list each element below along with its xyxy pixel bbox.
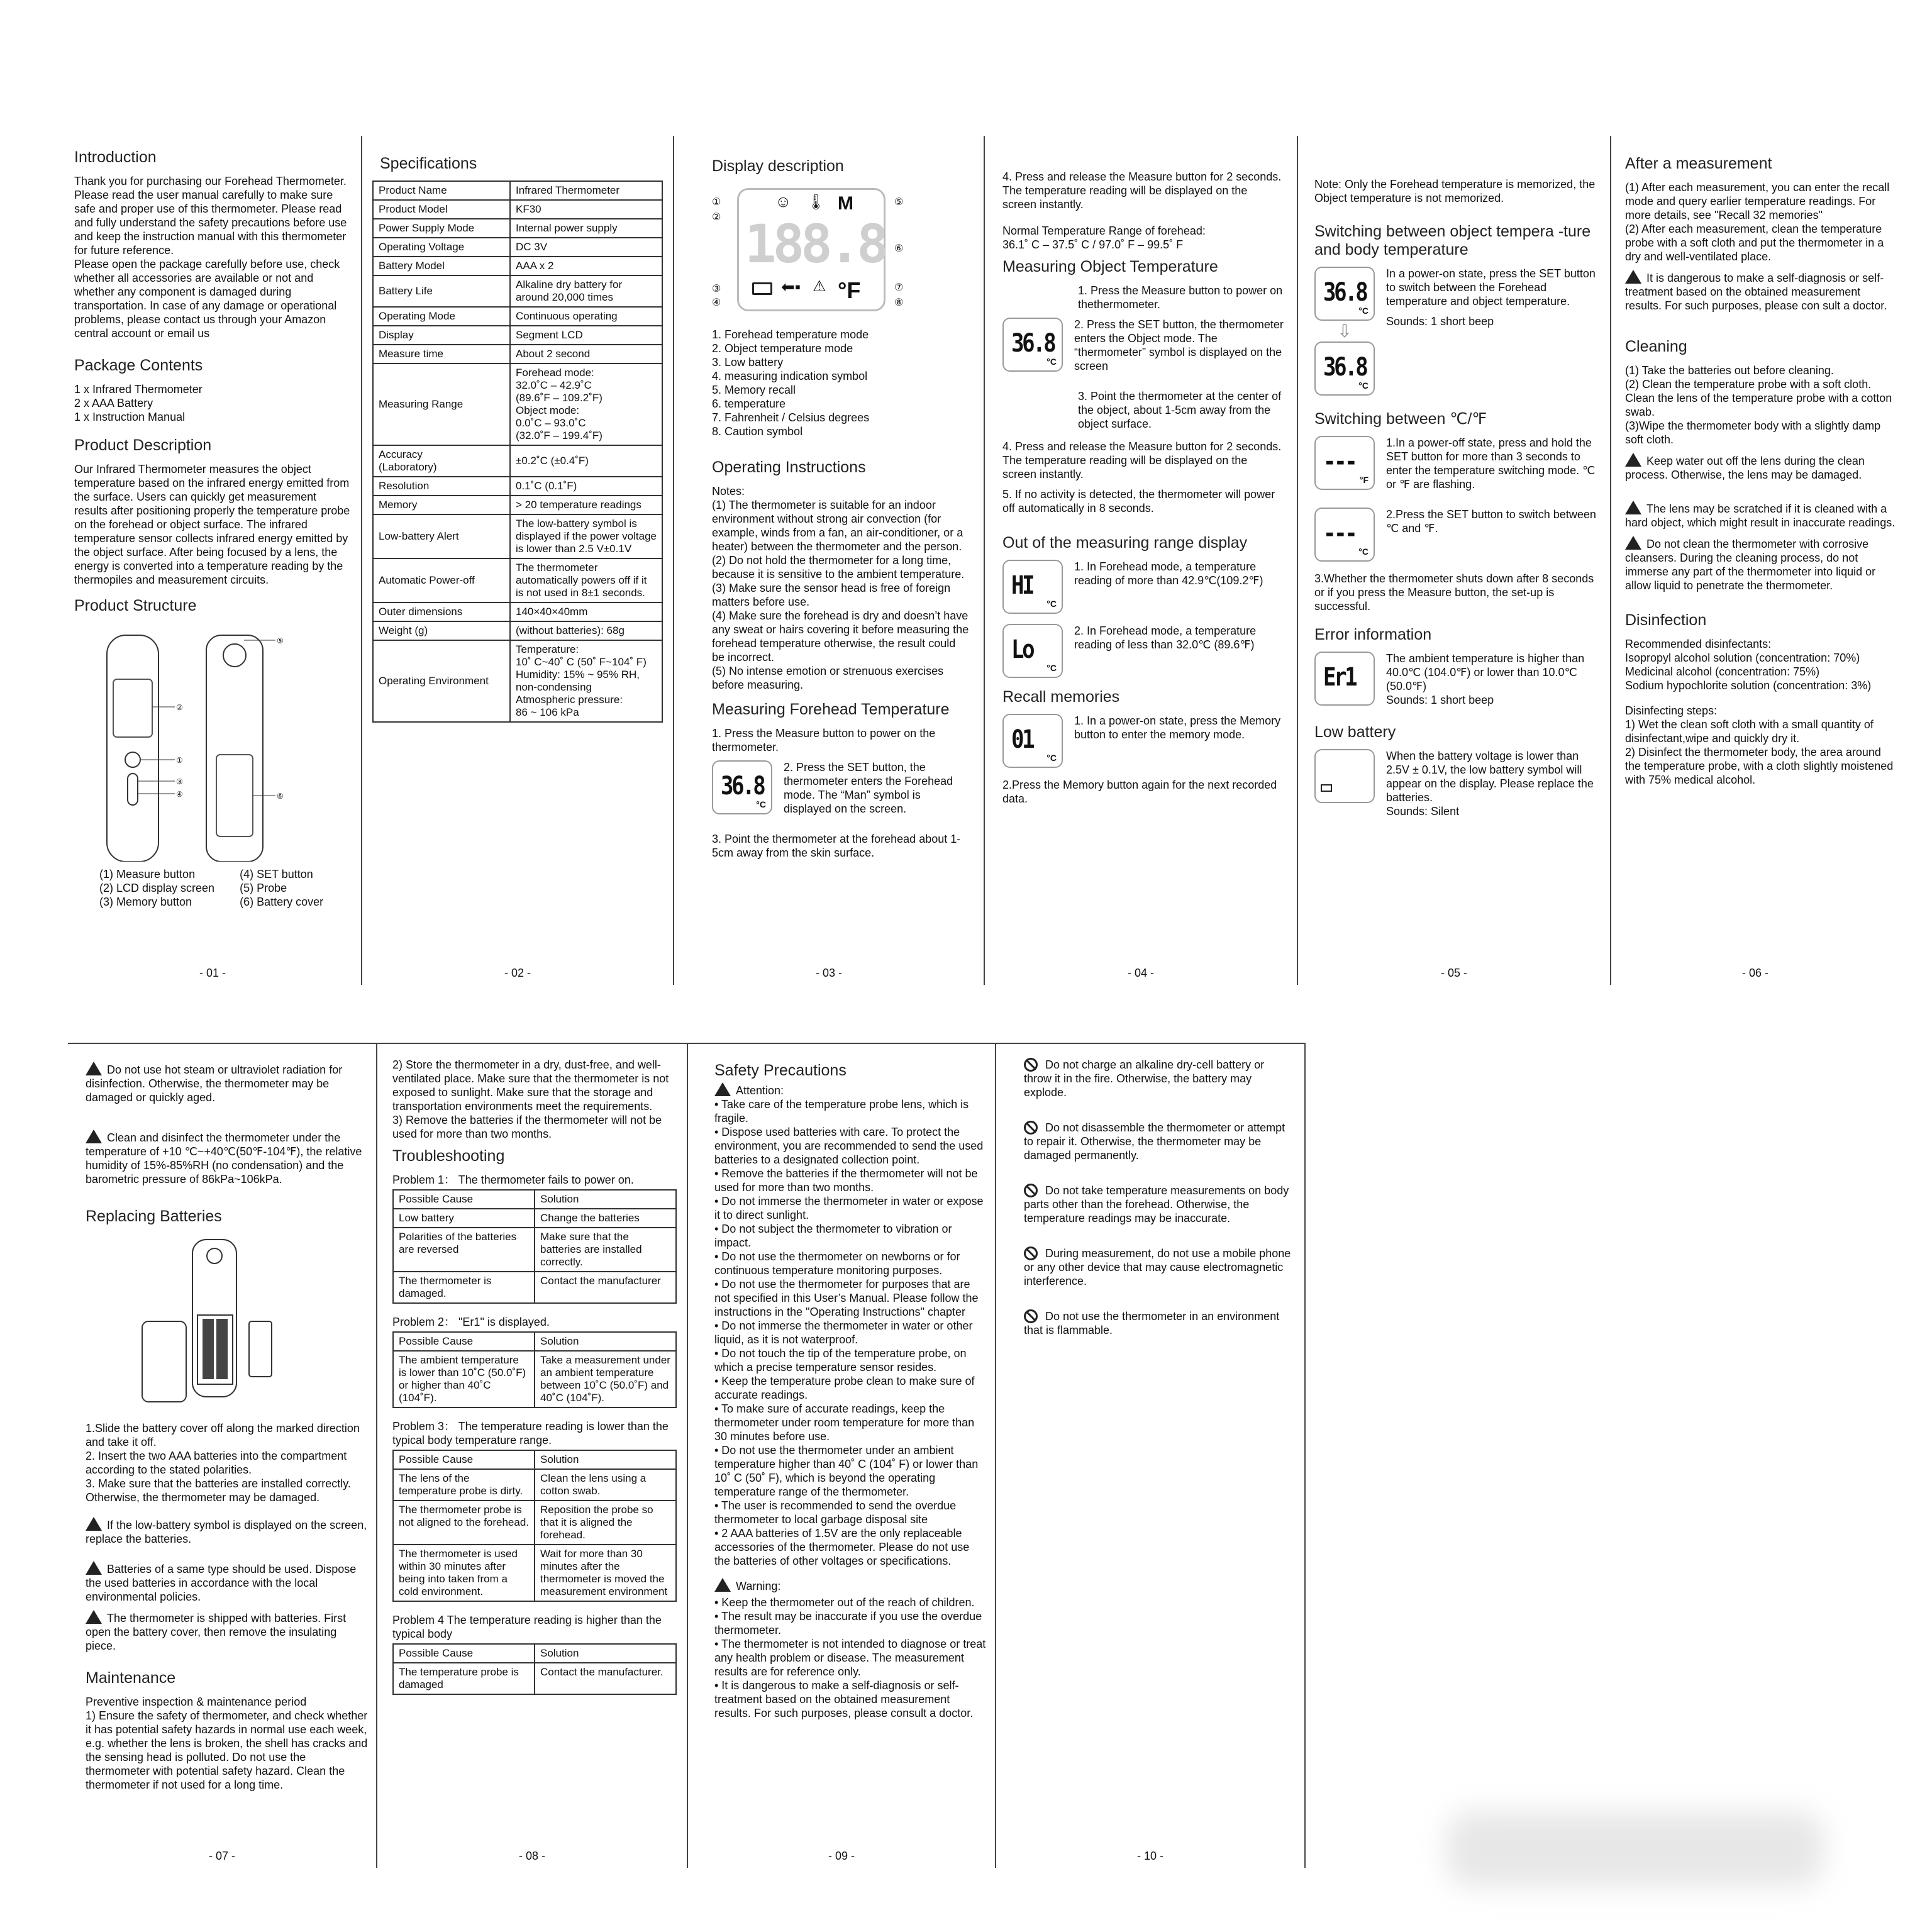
object-step-1: 1. Press the Measure button to power on thethermometer. — [1078, 284, 1283, 311]
storage-text: 2) Store the thermometer in a dry, dust-free, and well-ventilated place. Make sure that the thermometer is not exposed to sunlight. Make sure that the storage and transportation environments meet the requirements. 3) Remove the batteries if the thermometer will not be used for more than two months. — [392, 1058, 669, 1140]
lcd-diagram: 188.8 °F M 🌡 ☺ ⬅▪ ⚠ ① ② ③ ④ ⑤ ⑥ ⑦ ⑧ — [712, 183, 926, 315]
page-number: - 02 - — [504, 967, 531, 979]
safety-item: • Remove the batteries if the thermometer will not be used for more than two months. — [714, 1167, 978, 1194]
problem-title: Problem 2： "Er1" is displayed. — [392, 1316, 550, 1328]
page-06 — [1610, 136, 1899, 985]
problem-title: Problem 3： The temperature reading is lower than the typical body temperature range. — [392, 1420, 669, 1446]
table-row — [393, 1469, 676, 1501]
safety-list — [714, 1097, 986, 1568]
switch-mode-heading: Switching between object tempera -ture and body temperature — [1314, 223, 1591, 258]
arrow-down-icon: ⇩ — [1337, 321, 1352, 341]
possible-cause-cell: Low battery — [393, 1209, 535, 1228]
page-number: - 06 - — [1741, 967, 1768, 979]
spec-label: Accuracy (Laboratory) — [373, 445, 510, 477]
warning-item: • Keep the thermometer out of the reach of children. — [714, 1596, 975, 1609]
page-03 — [673, 136, 984, 985]
spec-row — [373, 275, 662, 307]
warning-icon — [714, 1578, 731, 1592]
cleaning-warning: Keep water out off the lens during the clean process. Otherwise, the lens may be damaged. — [1625, 453, 1899, 482]
battery-type-warning: Batteries of a same type should be used. Dispose the used batteries in accordance with the local environmental policies. — [86, 1561, 370, 1604]
forehead-step-4: 4. Press and release the Measure button for 2 seconds. The temperature reading will be displayed on the screen instantly. — [1002, 170, 1282, 211]
spec-label: Power Supply Mode — [373, 219, 510, 238]
product-structure-heading: Product Structure — [74, 597, 197, 614]
low-battery-icon — [1321, 784, 1332, 792]
unit-lcd-f: --- °F — [1314, 436, 1375, 490]
safety-item: • Do not use the thermometer for purposes that are not specified in this User’s Manual. Please follow the instructions in the "Operating Instructions" chapter — [714, 1278, 979, 1318]
spec-label: Automatic Power-off — [373, 558, 510, 602]
hi-text: 1. In Forehead mode, a temperature reading of more than 42.9℃(109.2℉) — [1074, 560, 1263, 587]
spec-value: AAA x 2 — [510, 257, 662, 275]
prohibition-item: Do not use the thermometer in an environment that is flammable. — [1024, 1310, 1280, 1336]
table-row — [393, 1501, 676, 1545]
spec-row — [373, 181, 662, 200]
switch-lcd-forehead: 36.8 °C — [1314, 267, 1375, 321]
table-row — [393, 1351, 676, 1407]
troubleshooting-heading: Troubleshooting — [392, 1147, 505, 1165]
disinfectants-text: Recommended disinfectants: Isopropyl alcohol solution (concentration: 70%) Medicinal alcohol (concentration: 75%) Sodium hypochlorite solution (concentration: 3%) — [1625, 638, 1872, 692]
error-information-heading: Error information — [1314, 626, 1432, 643]
after-measurement-warning: It is dangerous to make a self-diagnosis or self-treatment based on the obtained measurement results. For such purposes, please con sult a doctor. — [1625, 270, 1899, 313]
solution-cell: Contact the manufacturer. — [535, 1663, 676, 1694]
object-step-2: 2. Press the SET button, the thermometer enters the Object mode. The “thermometer” symbol is displayed on the screen — [1074, 318, 1284, 372]
spec-label: Measuring Range — [373, 364, 510, 445]
table-row — [393, 1663, 676, 1694]
specifications-heading: Specifications — [380, 155, 477, 172]
operating-notes: Notes: (1) The thermometer is suitable for an indoor environment without strong air convection (for example, winds from a fan, an air-conditioner, or a heater) between the thermometer and the person. (2) Do not hold the thermometer for a long time, because it is sensitive to the ambient temperature. (3) Make sure the sensor head is free of foreign matters before use. (4) Make sure the forehead is dry and doesn’t have any sweat or hairs covering it before measuring the forehead temperature otherwise, the result could be incorrect. (5) No intense emotion or strenuous exercises before measuring. — [712, 485, 969, 691]
introduction-heading: Introduction — [74, 148, 157, 166]
safety-item: • Do not immerse the thermometer in water or expose it to direct sunlight. — [714, 1195, 984, 1221]
svg-text:⑤: ⑤ — [277, 636, 284, 645]
normal-range: Normal Temperature Range of forehead: 36.1˚ C – 37.5˚ C / 97.0˚ F – 99.5˚ F — [1002, 225, 1206, 251]
safety-item: • Do not subject the thermometer to vibration or impact. — [714, 1223, 952, 1249]
error-lcd: Er1 — [1314, 652, 1375, 706]
display-item: 3. Low battery — [712, 356, 784, 369]
possible-cause-cell: The thermometer probe is not aligned to the forehead. — [393, 1501, 535, 1545]
table-header-cell: Solution — [535, 1332, 676, 1351]
safety-item: • Do not use the thermometer under an ambient temperature higher than 40˚ C (104˚ F) or lower than 10˚ C (50˚ F), which is beyond the operating temperature range of the thermometer. — [714, 1444, 979, 1498]
out-of-range-heading: Out of the measuring range display — [1002, 534, 1248, 552]
package-item: 2 x AAA Battery — [74, 397, 153, 409]
table-row — [393, 1228, 676, 1272]
warning-item: • The result may be inaccurate if you use the overdue thermometer. — [714, 1610, 982, 1636]
spec-label: Product Model — [373, 200, 510, 219]
introduction-text: Thank you for purchasing our Forehead Thermometer. Please read the user manual carefully to make sure safe and proper use of this thermometer. Please read and fully understand the safety precautions before use and keep the instruction manual with this thermometer for future reference. Please open the package carefully before use, check whether all accessories are available or not and whether any component is damaged during transportation. In case of any damage or operational problems, please contact us through your Amazon central account or email us — [74, 175, 347, 340]
spec-row — [373, 219, 662, 238]
spec-row — [373, 602, 662, 621]
switch-mode-text: In a power-on state, press the SET button to switch between the Forehead temperature and object temperature. — [1386, 267, 1596, 308]
table-header-cell: Possible Cause — [393, 1450, 535, 1469]
spec-value: The thermometer automatically powers off if it is not used in 8±1 seconds. — [510, 558, 662, 602]
warning-list — [714, 1596, 986, 1720]
cleaning-heading: Cleaning — [1625, 338, 1687, 355]
warning-icon — [86, 1610, 102, 1624]
switch-lcd-object: 36.8 °C — [1314, 341, 1375, 396]
structure-label: (3) Memory button — [99, 896, 192, 908]
table-header-row — [393, 1450, 676, 1469]
warning-icon — [1625, 270, 1641, 284]
unit-step-3: 3.Whether the thermometer shuts down after 8 seconds or if you press the Measure button, the set-up is successful. — [1314, 572, 1594, 613]
measuring-indicator-icon: ⬅▪ — [781, 277, 801, 296]
problem-title: Problem 4 The temperature reading is higher than the typical body — [392, 1614, 662, 1640]
page-05 — [1297, 136, 1610, 985]
structure-label: (4) SET button — [240, 868, 313, 880]
display-item: 4. measuring indication symbol — [712, 370, 868, 382]
memory-note: Note: Only the Forehead temperature is memorized, the Object temperature is not memorized. — [1314, 178, 1596, 204]
operating-instructions-heading: Operating Instructions — [712, 458, 866, 476]
troubleshooting-list — [392, 1173, 677, 1695]
warning-item: • It is dangerous to make a self-diagnosis or self-treatment based on the obtained measurement results. For such purposes, please consult a doctor. — [714, 1679, 974, 1719]
recall-step-2: 2.Press the Memory button again for the next recorded data. — [1002, 779, 1277, 805]
page-02 — [361, 136, 673, 985]
page-10 — [995, 1043, 1306, 1868]
table-header-cell: Possible Cause — [393, 1190, 535, 1209]
spec-value: Continuous operating — [510, 307, 662, 326]
warning-icon — [1625, 453, 1641, 467]
table-header-cell: Solution — [535, 1450, 676, 1469]
prohibited-icon — [1024, 1184, 1038, 1197]
spec-value: 140×40×40mm — [510, 602, 662, 621]
warning-icon — [86, 1517, 102, 1531]
lo-lcd: Lo °C — [1002, 624, 1063, 678]
unit-step-1: 1.In a power-off state, press and hold the SET button for more than 3 seconds to enter the temperature switching mode. ℃ or ℉ are flashing. — [1386, 436, 1596, 491]
svg-text:⑥: ⑥ — [277, 792, 284, 801]
table-row — [393, 1209, 676, 1228]
solution-cell: Wait for more than 30 minutes after the thermometer is moved the measurement environment — [535, 1545, 676, 1601]
lcd-digits: 188.8 — [745, 213, 885, 275]
possible-cause-cell: The thermometer is damaged. — [393, 1272, 535, 1303]
spec-value: Temperature: 10˚ C~40˚ C (50˚ F~104˚ F) Humidity: 15% ~ 95% RH, non-condensing Atmospheric pressure: 86 ~ 106 kPa — [510, 640, 662, 722]
spec-value: (without batteries): 68g — [510, 621, 662, 640]
page-number: - 07 - — [208, 1850, 235, 1862]
solution-cell: Take a measurement under an ambient temperature between 10˚C (50.0˚F) and 40˚C (104˚F). — [535, 1351, 676, 1407]
low-battery-lcd — [1314, 749, 1375, 803]
warning-item: • The thermometer is not intended to diagnose or treat any health problem or disease. The measurement results are for reference only. — [714, 1638, 986, 1678]
after-measurement-text: (1) After each measurement, you can enter the recall mode and query earlier temperature readings. For more details, see "Recall 32 memories" (2) After each measurement, clean the temperature probe with a soft cloth and put the thermometer in a dry and well-ventilated place. — [1625, 181, 1890, 263]
spec-label: Operating Environment — [373, 640, 510, 722]
spec-row — [373, 640, 662, 722]
prohibition-item: Do not disassemble the thermometer or attempt to repair it. Otherwise, the thermometer may be damaged permanently. — [1024, 1121, 1285, 1162]
object-step-4: 4. Press and release the Measure button for 2 seconds. The temperature reading will be displayed on the screen instantly. — [1002, 440, 1282, 480]
spec-label: Outer dimensions — [373, 602, 510, 621]
spec-value: The low-battery symbol is displayed if the power voltage is lower than 2.5 V±0.1V — [510, 514, 662, 558]
table-header-cell: Solution — [535, 1644, 676, 1663]
recall-memories-heading: Recall memories — [1002, 688, 1120, 706]
safety-item: • Do not touch the tip of the temperature probe, on which a precise temperature sensor resides. — [714, 1347, 967, 1374]
after-measurement-heading: After a measurement — [1625, 155, 1772, 172]
warning-icon — [1625, 501, 1641, 514]
switch-unit-heading: Switching between ℃/℉ — [1314, 410, 1487, 428]
solution-cell: Change the batteries — [535, 1209, 676, 1228]
safety-item: • Keep the temperature probe clean to make sure of accurate readings. — [714, 1375, 975, 1401]
spec-row — [373, 445, 662, 477]
spec-value: 0.1˚C (0.1˚F) — [510, 477, 662, 496]
attention-label: Attention: — [714, 1082, 986, 1097]
battery-replacement-illustration — [86, 1233, 350, 1409]
package-item: 1 x Instruction Manual — [74, 411, 186, 423]
measuring-object-heading: Measuring Object Temperature — [1002, 258, 1218, 275]
possible-cause-cell: The temperature probe is damaged — [393, 1663, 535, 1694]
solution-cell: Make sure that the batteries are installed correctly. — [535, 1228, 676, 1272]
warning-icon — [86, 1561, 102, 1575]
spec-label: Battery Model — [373, 257, 510, 275]
spec-label: Measure time — [373, 345, 510, 364]
object-step-5: 5. If no activity is detected, the thermometer will power off automatically in 8 seconds. — [1002, 488, 1275, 514]
possible-cause-cell: The thermometer is used within 30 minutes after being into taken from a cold environment. — [393, 1545, 535, 1601]
spec-value: DC 3V — [510, 238, 662, 257]
troubleshooting-table — [392, 1450, 677, 1602]
measuring-forehead-heading: Measuring Forehead Temperature — [712, 701, 950, 718]
steam-warning: Do not use hot steam or ultraviolet radiation for disinfection. Otherwise, the thermometer may be damaged or quickly aged. — [86, 1062, 370, 1104]
table-header-cell: Possible Cause — [393, 1332, 535, 1351]
recall-step-1: 1. In a power-on state, press the Memory button to enter the memory mode. — [1074, 714, 1281, 741]
spec-value: About 2 second — [510, 345, 662, 364]
spec-label: Display — [373, 326, 510, 345]
structure-label: (1) Measure button — [99, 868, 196, 880]
prohibited-icon — [1024, 1058, 1038, 1072]
spec-label: Memory — [373, 496, 510, 514]
memory-recall-icon: M — [838, 193, 853, 214]
troubleshooting-table — [392, 1331, 677, 1408]
recall-lcd: 01 °C — [1002, 714, 1063, 768]
spec-row — [373, 200, 662, 219]
safety-item: • Take care of the temperature probe lens, which is fragile. — [714, 1098, 969, 1124]
package-item: 1 x Infrared Thermometer — [74, 383, 203, 396]
spec-value: > 20 temperature readings — [510, 496, 662, 514]
spec-row — [373, 496, 662, 514]
table-header-cell: Solution — [535, 1190, 676, 1209]
spec-label: Operating Voltage — [373, 238, 510, 257]
disinfect-conditions-warning: Clean and disinfect the thermometer under the temperature of +10 ℃~+40℃(50℉-104℉), the relative humidity of 15%-85%RH (no condensation) and the barometric pressure of 86kPa~106kPa. — [86, 1130, 370, 1186]
solution-cell: Clean the lens using a cotton swab. — [535, 1469, 676, 1501]
maintenance-heading: Maintenance — [86, 1669, 176, 1687]
display-item: 7. Fahrenheit / Celsius degrees — [712, 411, 870, 424]
prohibited-icon — [1024, 1309, 1038, 1323]
shipping-warning: The thermometer is shipped with batteries. First open the battery cover, then remove the insulating piece. — [86, 1610, 370, 1653]
page-01 — [74, 148, 351, 985]
spec-row — [373, 307, 662, 326]
spec-row — [373, 558, 662, 602]
spec-label: Battery Life — [373, 275, 510, 307]
switch-sound: Sounds: 1 short beep — [1386, 315, 1494, 328]
object-mode-lcd: 36.8 °C — [1002, 318, 1063, 372]
troubleshooting-table — [392, 1189, 677, 1304]
solution-cell: Contact the manufacturer — [535, 1272, 676, 1303]
page-number: - 05 - — [1440, 967, 1467, 979]
spec-label: Weight (g) — [373, 621, 510, 640]
warning-icon — [1625, 536, 1641, 550]
spec-row — [373, 364, 662, 445]
disinfecting-steps: Disinfecting steps: 1) Wet the clean soft cloth with a small quantity of disinfectant,wipe and quickly dry it. 2) Disinfect the thermometer body, the area around the temperature probe, with a cloth slightly moistened with 75% medical alcohol. — [1625, 704, 1894, 786]
page-08 — [376, 1043, 687, 1868]
spec-row — [373, 621, 662, 640]
display-item: 5. Memory recall — [712, 384, 796, 396]
prohibited-icon — [1024, 1246, 1038, 1260]
fahrenheit-unit: °F — [838, 277, 861, 303]
safety-item: • Do not immerse the thermometer in water or other liquid, as it is not waterproof. — [714, 1319, 973, 1346]
spec-label: Resolution — [373, 477, 510, 496]
safety-item: • To make sure of accurate readings, keep the thermometer under room temperature for more than 30 minutes before use. — [714, 1402, 975, 1443]
svg-text:④: ④ — [176, 790, 183, 799]
prohibited-icon — [1024, 1121, 1038, 1135]
page-09 — [687, 1043, 995, 1868]
caution-icon: ⚠ — [813, 278, 826, 295]
spec-value: ±0.2˚C (±0.4˚F) — [510, 445, 662, 477]
maintenance-text: Preventive inspection & maintenance period 1) Ensure the safety of thermometer, and check whether it has potential safety hazards in normal use each week, e.g. whether the lens is broken, the shell has cracks and the sensing head is polluted. Do not use the thermometer with potential safety hazard. Clean the thermometer if not used for a long time. — [86, 1696, 368, 1791]
warning-icon — [714, 1082, 731, 1096]
object-step-3: 3. Point the thermometer at the center of the object, about 1-5cm away from the object surface. — [1078, 390, 1282, 430]
spec-value: Internal power supply — [510, 219, 662, 238]
spec-row — [373, 477, 662, 496]
thermometer-icon: 🌡 — [806, 194, 826, 211]
svg-text:①: ① — [176, 756, 183, 765]
table-header-row — [393, 1332, 676, 1351]
svg-text:③: ③ — [176, 777, 183, 786]
low-battery-text: When the battery voltage is lower than 2.5V ± 0.1V, the low battery symbol will appear on the display. Please replace the batteries. Sounds: Silent — [1386, 750, 1594, 818]
warning-label: Warning: — [714, 1578, 986, 1593]
unit-lcd-c: --- °C — [1314, 508, 1375, 562]
page-number: - 03 - — [815, 967, 842, 979]
table-header-cell: Possible Cause — [393, 1644, 535, 1663]
svg-text:②: ② — [176, 703, 183, 712]
spec-row — [373, 326, 662, 345]
replacing-batteries-heading: Replacing Batteries — [86, 1208, 222, 1225]
safety-precautions-heading: Safety Precautions — [714, 1062, 847, 1079]
display-item: 2. Object temperature mode — [712, 342, 853, 355]
table-row — [393, 1545, 676, 1601]
cleaning-warning: The lens may be scratched if it is cleaned with a hard object, which might result in inaccurate readings. — [1625, 501, 1899, 530]
spec-value: Infrared Thermometer — [510, 181, 662, 200]
structure-label: (5) Probe — [240, 882, 287, 894]
warning-icon — [86, 1130, 102, 1143]
structure-label: (2) LCD display screen — [99, 882, 215, 894]
hi-lcd: HI °C — [1002, 560, 1063, 614]
problem-title: Problem 1： The thermometer fails to power on. — [392, 1174, 634, 1186]
display-item: 6. temperature — [712, 397, 786, 410]
spec-value: Segment LCD — [510, 326, 662, 345]
spec-value: Alkaline dry battery for around 20,000 times — [510, 275, 662, 307]
safety-item: • Dispose used batteries with care. To protect the environment, you are recommended to send the used batteries to a designated collection point. — [714, 1126, 984, 1166]
troubleshooting-table — [392, 1643, 677, 1695]
spec-value: KF30 — [510, 200, 662, 219]
safety-item: • Do not use the thermometer on newborns or for continuous temperature monitoring purposes. — [714, 1250, 960, 1277]
page-number: - 04 - — [1127, 967, 1154, 979]
product-description-heading: Product Description — [74, 436, 212, 454]
spec-row — [373, 514, 662, 558]
spec-label: Product Name — [373, 181, 510, 200]
possible-cause-cell: The ambient temperature is lower than 10˚C (50.0˚F) or higher than 40˚C (104˚F). — [393, 1351, 535, 1407]
forehead-step-1: 1. Press the Measure button to power on the thermometer. — [712, 727, 936, 753]
page-07 — [68, 1043, 376, 1868]
error-text: The ambient temperature is higher than 40.0℃ (104.0℉) or lower than 10.0℃ (50.0℉) Sounds: 1 short beep — [1386, 652, 1585, 706]
spec-row — [373, 257, 662, 275]
possible-cause-cell: The lens of the temperature probe is dirty. — [393, 1469, 535, 1501]
display-description-heading: Display description — [712, 157, 844, 175]
table-row — [393, 1272, 676, 1303]
table-header-row — [393, 1644, 676, 1663]
disinfection-heading: Disinfection — [1625, 611, 1707, 629]
forehead-step-3: 3. Point the thermometer at the forehead about 1-5cm away from the skin surface. — [712, 833, 961, 859]
forehead-step-2: 2. Press the SET button, the thermometer enters the Forehead mode. The “Man” symbol is displayed on the screen. — [784, 761, 953, 815]
low-battery-warning: If the low-battery symbol is displayed on the screen, replace the batteries. — [86, 1517, 370, 1546]
page-number: - 10 - — [1136, 1850, 1163, 1862]
display-item: 8. Caution symbol — [712, 425, 803, 438]
page-number: - 01 - — [199, 967, 226, 979]
product-structure-illustration — [74, 623, 351, 862]
page-number: - 08 - — [518, 1850, 545, 1862]
warning-icon — [86, 1062, 102, 1075]
cleaning-warning: Do not clean the thermometer with corrosive cleansers. During the cleaning process, do not immerse any part of the thermometer into liquid or allow liquid to penetrate the thermometer. — [1625, 536, 1899, 592]
forehead-mode-lcd: 36.8 °C — [712, 760, 772, 814]
lo-text: 2. In Forehead mode, a temperature reading of less than 32.0℃ (89.6℉) — [1074, 625, 1257, 651]
safety-item: • The user is recommended to send the overdue thermometer to local garbage disposal site — [714, 1499, 957, 1526]
table-header-row — [393, 1190, 676, 1209]
product-description-text: Our Infrared Thermometer measures the object temperature based on the infrared energy emitted from the surface. Users can quickly get measurement results after positioning properly the temperature probe on the forehead or object surface. The infrared temperature sensor collects infrared energy emitted by the object surface. After being focused by a lens, the energy is converted into a temperature reading by the thermopiles and measurement circuits. — [74, 463, 350, 586]
safety-item: • 2 AAA batteries of 1.5V are the only replaceable accessories of the thermometer. Please do not use the batteries of other voltages or specifications. — [714, 1527, 970, 1567]
possible-cause-cell: Polarities of the batteries are reversed — [393, 1228, 535, 1272]
spec-label: Operating Mode — [373, 307, 510, 326]
spec-row — [373, 345, 662, 364]
spec-value: Forehead mode: 32.0˚C – 42.9˚C (89.6˚F – 109.2˚F) Object mode: 0.0˚C – 93.0˚C (32.0˚F – 199.4˚F) — [510, 364, 662, 445]
page-04 — [984, 136, 1297, 985]
prohibition-item: During measurement, do not use a mobile phone or any other device that may cause electromagnetic interference. — [1024, 1247, 1291, 1287]
replacing-batteries-text: 1.Slide the battery cover off along the marked direction and take it off. 2. Insert the two AAA batteries into the compartment according to the stated polarities. 3. Make sure that the batteries are installed correctly. Otherwise, the thermometer may be damaged. — [86, 1422, 360, 1504]
prohibition-list — [1024, 1058, 1292, 1337]
page-number: - 09 - — [828, 1850, 855, 1862]
cleaning-text: (1) Take the batteries out before cleaning. (2) Clean the temperature probe with a soft cloth. Clean the lens of the temperature probe with a cotton swab. (3)Wipe the thermometer body with a slightly damp soft cloth. — [1625, 364, 1892, 446]
unit-step-2: 2.Press the SET button to switch between ℃ and ℉. — [1386, 508, 1596, 535]
blurred-watermark — [1446, 1811, 1824, 1887]
specifications-table — [372, 180, 663, 723]
low-battery-heading: Low battery — [1314, 723, 1396, 741]
spec-row — [373, 238, 662, 257]
solution-cell: Reposition the probe so that it is aligned the forehead. — [535, 1501, 676, 1545]
prohibition-item: Do not charge an alkaline dry-cell battery or throw it in the fire. Otherwise, the battery may explode. — [1024, 1058, 1265, 1099]
prohibition-item: Do not take temperature measurements on body parts other than the forehead. Otherwise, the temperature readings may be inaccurate. — [1024, 1184, 1289, 1224]
person-icon: ☺ — [775, 192, 792, 211]
display-item: 1. Forehead temperature mode — [712, 328, 869, 341]
structure-label: (6) Battery cover — [240, 896, 324, 908]
package-contents-heading: Package Contents — [74, 357, 203, 374]
spec-label: Low-battery Alert — [373, 514, 510, 558]
low-battery-icon — [752, 282, 772, 295]
